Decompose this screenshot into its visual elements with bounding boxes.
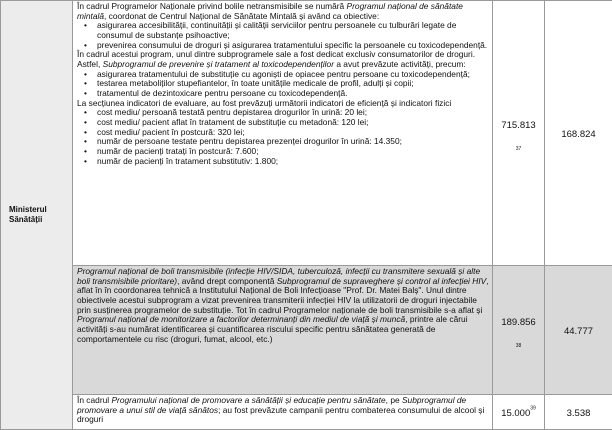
amount-cell	[493, 266, 545, 395]
amount-value: 715.813	[501, 120, 535, 131]
list-item: • testarea metaboliților stupefiantelor, în toate unitățile medicale de profil, adulți și copii;	[77, 79, 489, 89]
text-segment: , coordonat de Centrul Național de Sănătate Mintală și având ca obiective:	[104, 11, 379, 21]
description-text	[73, 266, 492, 344]
objectives-list	[77, 21, 489, 50]
italic-text: Subprogramul de supraveghere și control al infecției HIV	[277, 276, 487, 286]
footnote-ref: 39	[530, 406, 536, 412]
description-cell	[73, 1, 493, 266]
list-item: • tratamentul de dezintoxicare pentru persoane cu toxicodependență.	[77, 89, 489, 99]
italic-text: Programul național de monitorizare a factorilor determinanți din mediul de viață și muncă	[77, 314, 405, 324]
list-item: • asigurarea accesibilității, continuității și calității serviciilor pentru persoanele cu tulburări legate de consumul de substanțe psihoactive;	[77, 21, 489, 40]
value-cell	[545, 1, 612, 266]
footnote-ref: 37	[516, 146, 522, 152]
value-cell	[545, 395, 612, 430]
text-segment: , printre ale cărui activități s-au numărat identificarea și cuantificarea riscului specific pentru sănătatea generată de comportamentele cu risc (droguri, fumat, alcool, etc.)	[77, 314, 468, 343]
italic-text: Subprogramul de prevenire și tratament al toxicodependenților	[103, 59, 334, 69]
table-row-mental-health	[1, 1, 612, 266]
text-segment: , aflat în în coordonarea tehnică a Institutului Național de Boli Infecțioase "Prof. Dr. Matei Balș". Unul dintre obiectivele acestui subprogram a vizat prevenirea transmiterii infecției HIV la utilizatorii de droguri injectabile prin susținerea programelor de substituție. Tot în cadrul Programelor naționale de boli transmisibile s-a aflat și	[77, 276, 489, 315]
intro-paragraph	[77, 2, 489, 21]
footnote-ref: 38	[516, 343, 522, 349]
value-amount: 44.777	[564, 326, 593, 337]
list-item: • număr de persoane testate pentru depistarea prezenței drogurilor în urină: 14.350;	[77, 137, 489, 147]
italic-text: Subprogramul de promovare a unui stil de viață sănătos	[77, 395, 466, 415]
subprogram-paragraph	[77, 50, 489, 69]
value-amount: 3.538	[567, 408, 591, 419]
italic-text: Programului național de promovare a sănătății și educație pentru sănătate	[111, 395, 385, 405]
description-text	[73, 395, 492, 425]
text-segment: În cadrul	[77, 395, 111, 405]
table-row-health-promotion	[1, 395, 612, 430]
description-cell	[73, 395, 493, 430]
amount-value: 189.856	[501, 317, 535, 328]
text-segment: În cadrul acestui program, unul dintre subprogramele sale a fost dedicat exclusiv consumatorilor de droguri. Astfel,	[77, 49, 475, 69]
amount-value: 15.000	[501, 408, 530, 419]
italic-text: Programul național de sănătate mintală	[77, 1, 463, 21]
activities-list	[77, 70, 489, 99]
indicators-list	[77, 108, 489, 166]
text-segment: , având drept componentă	[177, 276, 277, 286]
value-amount: 168.824	[561, 129, 595, 140]
program-paragraph	[77, 267, 489, 344]
description-text	[73, 1, 492, 166]
list-item: • număr de pacienți tratați în postcură: 7.600;	[77, 147, 489, 157]
ministry-cell	[1, 1, 73, 430]
list-item: • prevenirea consumului de droguri și asigurarea tratamentului specific la persoanele cu toxicodependență.	[77, 41, 489, 51]
table-row-communicable-diseases	[1, 266, 612, 395]
italic-text: Programul național de boli transmisibile (infecție HIV/SIDA, tuberculoză, infecții cu transmitere sexuală și alte boli transmisibile prioritare)	[77, 266, 480, 286]
ministry-label: Ministerul Sănătății	[1, 205, 72, 225]
list-item: • număr de pacienți în tratament substitutiv: 1.800;	[77, 157, 489, 167]
list-item: • cost mediu/ pacient în postcură: 320 lei;	[77, 128, 489, 138]
list-item: • asigurarea tratamentului de substituție cu agoniști de opiacee pentru persoane cu toxicodependență;	[77, 70, 489, 80]
description-cell	[73, 266, 493, 395]
value-cell	[545, 266, 612, 395]
amount-cell	[493, 1, 545, 266]
text-segment: , pe	[386, 395, 402, 405]
text-segment: a avut prevăzute activități, precum:	[334, 59, 466, 69]
text-segment: ; au fost prevăzute campanii pentru combaterea consumului de alcool și droguri	[77, 405, 484, 425]
amount-cell	[493, 395, 545, 430]
indicators-intro: La secțiunea indicatori de evaluare, au fost prevăzuți următorii indicatori de eficiență și indicatori fizici	[77, 99, 489, 109]
list-item: • cost mediu/ pacient aflat în tratament de substituție cu metadonă: 120 lei;	[77, 118, 489, 128]
text-segment: În cadrul Programelor Naționale privind bolile netransmisibile se numără	[77, 1, 347, 11]
program-paragraph	[77, 396, 489, 425]
list-item: • cost mediu/ persoană testată pentru depistarea drogurilor în urină: 20 lei;	[77, 108, 489, 118]
